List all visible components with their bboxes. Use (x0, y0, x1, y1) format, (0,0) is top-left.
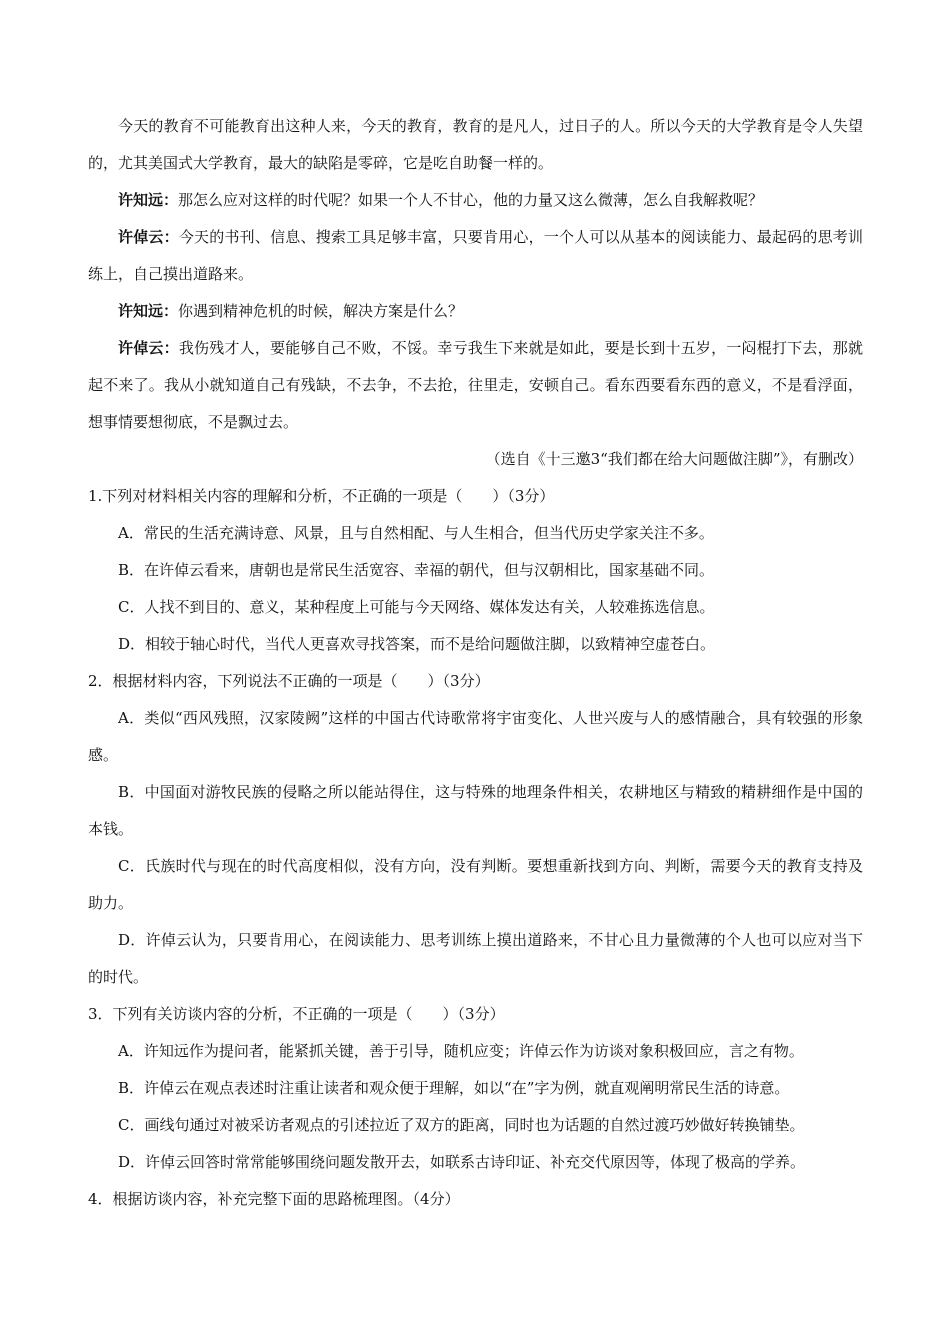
option-c: C．画线句通过对被采访者观点的引述拉近了双方的距离，同时也为话题的自然过渡巧妙做好转换铺垫。 (118, 1116, 805, 1134)
speaker-name: 许知远： (118, 302, 179, 320)
speaker-name: 许倬云： (118, 228, 179, 246)
option-a: A．常民的生活充满诗意、风景，且与自然相配、与人生相合，但当代历史学家关注不多。 (118, 524, 714, 542)
question-stem: 1.下列对材料相关内容的理解和分析，不正确的一项是（ ）（3分） (88, 487, 555, 505)
dialogue-line (88, 330, 863, 441)
speaker-name: 许倬云： (118, 339, 179, 357)
option-c: C．人找不到目的、意义，某种程度上可能与今天网络、媒体发达有关，人较难拣选信息。 (118, 598, 715, 616)
dialogue-text: 你遇到精神危机的时候，解决方案是什么？ (178, 302, 464, 320)
dialogue-text: 那怎么应对这样的时代呢？如果一个人不甘心，他的力量又这么微薄，怎么自我解救呢？ (178, 191, 764, 209)
speaker-name: 许知远： (118, 191, 179, 209)
option-d: D．许倬云认为，只要肯用心，在阅读能力、思考训练上摸出道路来，不甘心且力量微薄的个人也可以应对当下的时代。 (88, 931, 863, 986)
option-a: A．许知远作为提问者，能紧抓关键，善于引导，随机应变；许倬云作为访谈对象积极回应，言之有物。 (118, 1042, 804, 1060)
option-d: D．相较于轴心时代，当代人更喜欢寻找答案，而不是给问题做注脚，以致精神空虚苍白。 (118, 635, 716, 653)
document-page (88, 108, 863, 1218)
option-d: D．许倬云回答时常常能够围绕问题发散开去，如联系古诗印证、补充交代原因等，体现了极高的学养。 (118, 1153, 806, 1171)
dialogue-text: 今天的书刊、信息、搜索工具足够丰富，只要肯用心，一个人可以从基本的阅读能力、最起码的思考训练上，自己摸出道路来。 (88, 228, 863, 283)
option-b: B．许倬云在观点表述时注重让读者和观众便于理解，如以“在”字为例，就直观阐明常民生活的诗意。 (118, 1079, 790, 1097)
dialogue-line (88, 219, 863, 293)
passage-paragraph: 今天的教育不可能教育出这种人来，今天的教育，教育的是凡人，过日子的人。所以今天的大学教育是令人失望的，尤其美国式大学教育，最大的缺陷是零碎，它是吃自助餐一样的。 (88, 117, 863, 172)
question-stem: 3．下列有关访谈内容的分析，不正确的一项是（ ）（3分） (88, 1005, 505, 1023)
option-b: B．在许倬云看来，唐朝也是常民生活宽容、幸福的朝代，但与汉朝相比，国家基础不同。 (118, 561, 715, 579)
question-stem: 4．根据访谈内容，补充完整下面的思路梳理图。（4分） (88, 1190, 460, 1208)
dialogue-text: 我伤残才人，要能够自己不败，不馁。幸亏我生下来就是如此，要是长到十五岁，一闷棍打下去，那就起不来了。我从小就知道自己有残缺，不去争，不去抢，往里走，安顿自己。看东西要看东西的意义，不是看浮面，想事情要想彻底，不是飘过去。 (88, 339, 863, 431)
dialogue-line (88, 182, 863, 219)
dialogue-line (88, 293, 863, 330)
source-citation: （选自《十三邀3“我们都在给大问题做注脚”》，有删改） (485, 450, 863, 468)
question-stem: 2．根据材料内容，下列说法不正确的一项是（ ）（3分） (88, 672, 490, 690)
option-a: A．类似“西风残照，汉家陵阙”这样的中国古代诗歌常将宇宙变化、人世兴废与人的感情融合，具有较强的形象感。 (88, 709, 863, 764)
option-b: B．中国面对游牧民族的侵略之所以能站得住，这与特殊的地理条件相关，农耕地区与精致的精耕细作是中国的本钱。 (88, 783, 863, 838)
option-c: C．氏族时代与现在的时代高度相似，没有方向，没有判断。要想重新找到方向、判断，需要今天的教育支持及助力。 (88, 857, 863, 912)
